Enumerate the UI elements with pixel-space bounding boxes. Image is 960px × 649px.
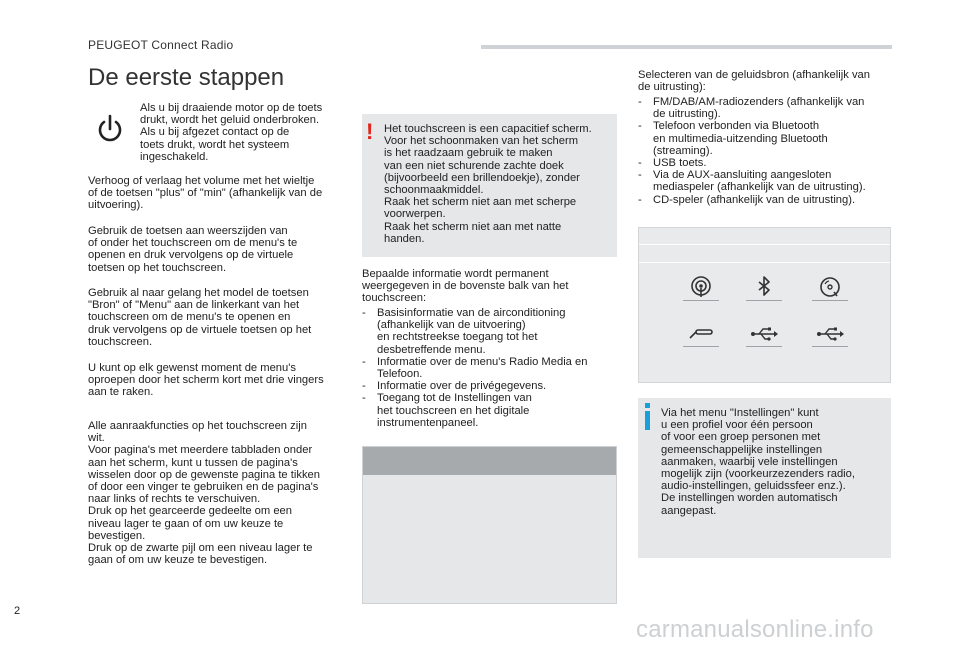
list-item: - USB toets. (638, 157, 707, 170)
list-item: - CD-speler (afhankelijk van de uitrusting). (638, 193, 856, 206)
power-icon (95, 113, 125, 145)
icon-underline (812, 346, 848, 347)
list-item: - Informatie over de menu's Radio Media en Telefoon. (362, 355, 588, 381)
icon-underline (683, 346, 719, 347)
menu-keys-paragraph: Gebruik de toetsen aan weerszijden van of onder het touchscreen om de menu's te openen en druk vervolgens op de virtuele toetsen op het touchscreen. (88, 225, 298, 274)
icon-underline (746, 300, 782, 301)
page-number: 2 (14, 605, 21, 617)
icon-underline (746, 346, 782, 347)
screen-divider (639, 244, 890, 245)
info-text: Via het menu "Instellingen" kunt u een profiel voor één persoon of voor een groep personen met gemeenschappelijke instellingen aanmaken, waarbij vele instellingen mogelijk zijn (voorkeurzezenders radio, audio-instellingen, geluidssfeer enz.). De instellingen worden automatisch aangepast. (661, 407, 856, 517)
status-bar-list (362, 307, 617, 429)
info-icon (645, 403, 650, 430)
list-item: - Basisinformatie van de airconditioning (afhankelijk van de uitvoering) en rechtstreekse toegang tot het desbetreffende menu. (362, 307, 566, 356)
sources-list (638, 96, 898, 206)
source-menu-paragraph: Gebruik al naar gelang het model de toetsen "Bron" of "Menu" aan de linkerkant van het touchscreen om de menu's te openen en druk vervolgens op de virtuele toetsen op het touchscreen. (88, 287, 312, 348)
volume-paragraph: Verhoog of verlaag het volume met het wieltje of de toetsen "plus" of "min" (afhankelijk van de uitvoering). (88, 175, 323, 212)
list-item: - FM/DAB/AM-radiozenders (afhankelijk van de uitrusting). (638, 96, 865, 121)
power-description: Als u bij draaiende motor op de toets drukt, wordt het geluid onderbroken. Als u bij afgezet contact op de toets drukt, wordt het systeem ingeschakeld. (140, 102, 323, 163)
list-item: - Toegang tot de Instellingen van het touchscreen en het digitale instrumentenpaneel. (362, 392, 532, 429)
running-header: PEUGEOT Connect Radio (88, 38, 234, 52)
touch-functions-paragraph: Alle aanraakfuncties op het touchscreen zijn wit. Voor pagina's met meerdere tabbladen onder aan het scherm, kunt u tussen de pagina's wisselen door op de gewenste pagina te tikken of door een vinger te gebruiken en de pagina's naar links of rechts te verschuiven. Druk op het gearceerde gedeelte om een niveau lager te gaan of om uw keuze te bevestigen. Druk op de zwarte pijl om een niveau lager te gaan of om uw keuze te bevestigen. (88, 420, 320, 567)
sources-intro: Selecteren van de geluidsbron (afhankelijk van de uitrusting): (638, 69, 870, 94)
screen-divider (639, 262, 890, 263)
warning-icon: ! (366, 119, 374, 144)
list-item: - Informatie over de privégegevens. (362, 380, 547, 393)
icon-underline (683, 300, 719, 301)
list-item: - Via de AUX-aansluiting aangesloten mediaspeler (afhankelijk van de uitrusting). (638, 169, 866, 194)
illustration-band (363, 447, 616, 475)
warning-text: Het touchscreen is een capacitief scherm. Voor het schoonmaken van het scherm is het raadzaam gebruik te maken van een niet schurende zachte doek (bijvoorbeeld een brillendoekje), zonder schoonmaakmiddel. Raak het scherm niet aan met scherpe voorwerpen. Raak het scherm niet aan met natte handen. (384, 123, 592, 245)
status-bar-intro: Bepaalde informatie wordt permanent weergegeven in de bovenste balk van het touchscreen: (362, 268, 569, 305)
three-finger-paragraph: U kunt op elk gewenst moment de menu's oproepen door het scherm kort met drie vingers aan te raken. (88, 362, 324, 399)
icon-underline (812, 300, 848, 301)
header-rule (481, 45, 892, 49)
page-title: De eerste stappen (88, 64, 285, 91)
list-item: - Telefoon verbonden via Bluetooth en multimedia-uitzending Bluetooth (streaming). (638, 120, 828, 157)
watermark: carmanualsonline.info (636, 616, 874, 643)
